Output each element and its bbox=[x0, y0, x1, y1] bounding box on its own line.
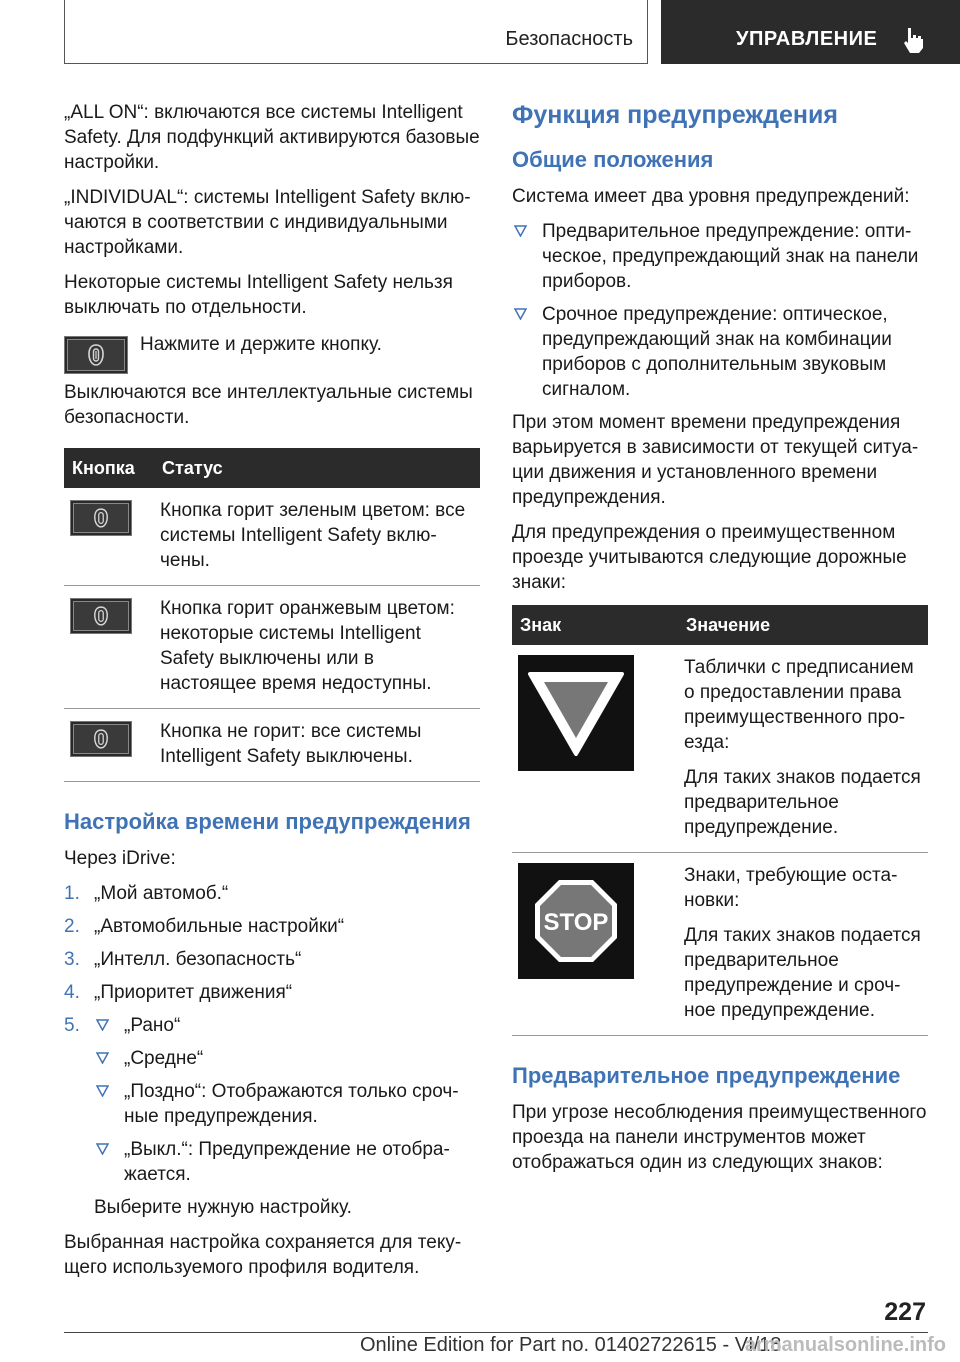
stop-warning-text: Для таких знаков подается предварительное предупреждение и срочное предупреждение. bbox=[684, 925, 921, 1021]
warning-levels-list bbox=[512, 219, 928, 402]
list-item: „Средне“ bbox=[94, 1046, 480, 1071]
watermark-site: armanualsonline.info bbox=[744, 1334, 946, 1356]
edition-text: Online Edition for Part no. 01402722615 - VI/18 bbox=[360, 1334, 782, 1356]
idrive-steps-list bbox=[64, 881, 480, 1187]
button-icon-off bbox=[70, 721, 132, 757]
table-row bbox=[64, 488, 480, 586]
warning-function-heading: Функция предупреждения bbox=[512, 101, 838, 129]
setting-saved-text: Выбранная настройка сохраняется для текущего используемого профиля водителя. bbox=[64, 1232, 462, 1278]
page-number: 227 bbox=[884, 1298, 926, 1326]
left-column bbox=[64, 100, 480, 1290]
all-off-text: Выключаются все интеллектуальные системы безопасности. bbox=[64, 382, 473, 428]
yield-sign-icon bbox=[526, 668, 626, 758]
warning-time-heading: Настройка времени предупреждения bbox=[64, 809, 471, 834]
footer-divider bbox=[64, 1332, 928, 1333]
table-row bbox=[512, 853, 928, 1036]
table-row bbox=[64, 709, 480, 782]
list-item: Срочное предупреждение: оптическое, предупреждающий знак на комбинации приборов с дополнительным звуковым сигналом. bbox=[512, 302, 928, 402]
stop-sign-image bbox=[518, 863, 634, 979]
table-header-sign: Знак bbox=[512, 605, 678, 645]
via-idrive-text: Через iDrive: bbox=[64, 848, 176, 869]
list-item: 4. „Приоритет движения“ bbox=[64, 982, 293, 1003]
status-green-text: Кнопка горит зеленым цветом: все системы Intelligent Safety включены. bbox=[154, 488, 480, 586]
svg-text:STOP: STOP bbox=[543, 909, 609, 936]
hand-pointer-icon bbox=[901, 26, 927, 54]
section-title: Безопасность bbox=[505, 28, 633, 50]
individual-paragraph: „INDIVIDUAL“: системы Intelligent Safety включаются в соответствии с индивидуальными настройками. bbox=[64, 187, 471, 258]
general-heading: Общие положения bbox=[512, 147, 714, 172]
levels-intro-text: Система имеет два уровня предупреждений: bbox=[512, 186, 910, 207]
list-item: „Выкл.“: Предупреждение не отображается. bbox=[94, 1137, 480, 1187]
list-item: „Поздно“: Отображаются только срочные предупреждения. bbox=[94, 1079, 480, 1129]
intelligent-safety-button bbox=[64, 336, 128, 374]
table-row bbox=[64, 586, 480, 709]
yield-meaning-text: Таблички с предписанием о предоставлении права преимущественного проезда: bbox=[684, 657, 914, 753]
triangle-bullet-icon bbox=[96, 1143, 109, 1155]
chapter-tab bbox=[661, 0, 960, 64]
table-row bbox=[512, 645, 928, 853]
button-status-table bbox=[64, 448, 480, 782]
triangle-bullet-icon bbox=[514, 225, 527, 237]
press-hold-text: Нажмите и держите кнопку. bbox=[140, 334, 382, 355]
timing-varies-text: При этом момент времени предупреждения варьируется в зависимости от текущей ситуации движения и установленного времени предупреждения. bbox=[512, 412, 919, 508]
list-item: 3. „Интелл. безопасность“ bbox=[64, 949, 302, 970]
triangle-bullet-icon bbox=[96, 1085, 109, 1097]
intelligent-safety-icon bbox=[93, 508, 109, 528]
stop-sign-icon bbox=[533, 878, 619, 964]
triangle-bullet-icon bbox=[514, 308, 527, 320]
list-item: 5. „Рано“ „Средне“ „Поздно“: Отображаются только срочные предупреждения. „Выкл.“: Предупреждение не отображается. bbox=[64, 1013, 480, 1187]
list-item: 1. „Мой автомоб.“ bbox=[64, 883, 229, 904]
stop-meaning-text: Знаки, требующие остановки: bbox=[684, 865, 898, 911]
status-off-text: Кнопка не горит: все системы Intelligent Safety выключены. bbox=[154, 709, 480, 782]
header-section-box bbox=[64, 0, 648, 64]
road-signs-intro-text: Для предупреждения о преимущественном проезде учитываются следующие дорожные знаки: bbox=[512, 522, 907, 593]
table-header-button: Кнопка bbox=[64, 448, 154, 488]
list-item: „Рано“ bbox=[94, 1013, 480, 1038]
triangle-bullet-icon bbox=[96, 1019, 109, 1031]
button-icon-green bbox=[70, 500, 132, 536]
list-item: 2. „Автомобильные настройки“ bbox=[64, 916, 345, 937]
signs-table bbox=[512, 605, 928, 1036]
intelligent-safety-icon bbox=[93, 729, 109, 749]
intelligent-safety-icon bbox=[87, 344, 105, 366]
chapter-title: УПРАВЛЕНИЕ bbox=[736, 28, 878, 50]
timing-options-list bbox=[94, 1013, 480, 1187]
button-icon-orange bbox=[70, 598, 132, 634]
cannot-disable-paragraph: Некоторые системы Intelligent Safety нельзя выключать по отдельности. bbox=[64, 272, 453, 318]
list-item: Предварительное предупреждение: оптическое, предупреждающий знак на панели приборов. bbox=[512, 219, 928, 294]
press-button-instruction bbox=[64, 332, 480, 430]
select-setting-text: Выберите нужную настройку. bbox=[94, 1197, 352, 1218]
triangle-bullet-icon bbox=[96, 1052, 109, 1064]
yield-sign-image bbox=[518, 655, 634, 771]
yield-warning-text: Для таких знаков подается предварительное предупреждение. bbox=[684, 767, 921, 838]
status-orange-text: Кнопка горит оранжевым цветом: некоторые системы Intelligent Safety выключены или в настоящее время недоступны. bbox=[154, 586, 480, 709]
right-column bbox=[512, 100, 928, 1185]
all-on-paragraph: „ALL ON“: включаются все системы Intelligent Safety. Для подфункций активируются базовые настройки. bbox=[64, 102, 480, 173]
prewarning-heading: Предварительное предупреждение bbox=[512, 1063, 901, 1088]
intelligent-safety-icon bbox=[93, 606, 109, 626]
table-header-meaning: Значение bbox=[678, 605, 928, 645]
prewarning-text: При угрозе несоблюдения преимущественного проезда на панели инструментов может отображаться один из следующих знаков: bbox=[512, 1102, 927, 1173]
table-header-status: Статус bbox=[154, 448, 480, 488]
